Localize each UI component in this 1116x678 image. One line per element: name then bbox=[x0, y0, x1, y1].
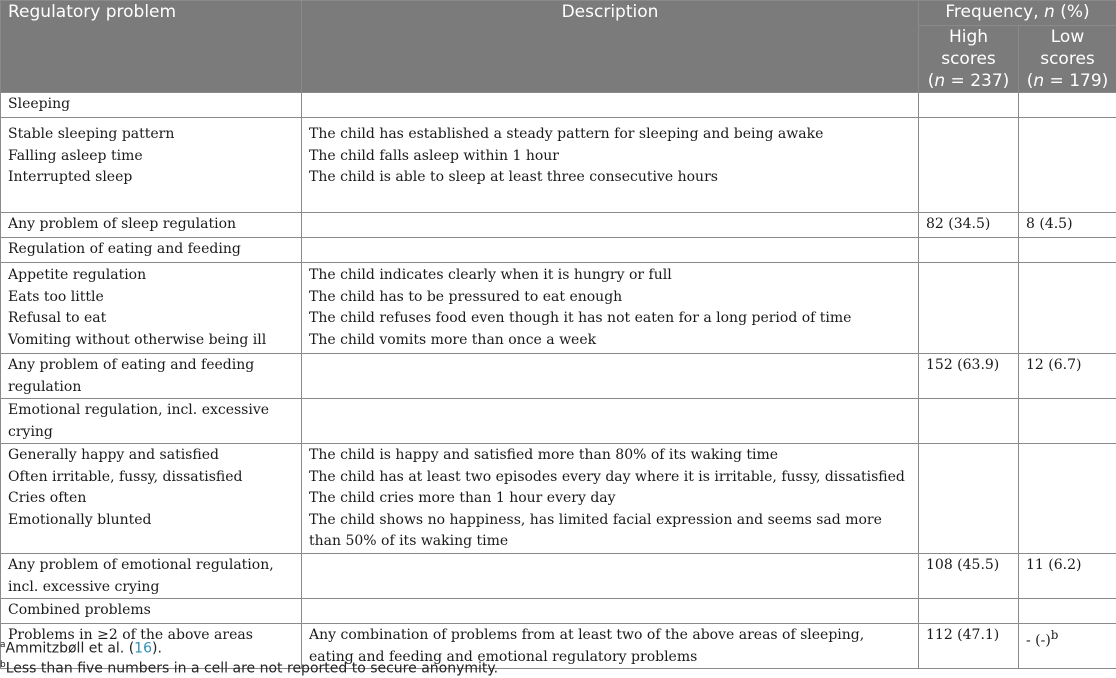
group-row-eating bbox=[1, 238, 1116, 263]
item-descriptions bbox=[302, 118, 919, 213]
items-row-emotional bbox=[1, 444, 1116, 554]
group-row-combined bbox=[1, 599, 1116, 624]
header-regulatory-problem: Regulatory problem bbox=[1, 1, 302, 93]
summary-row-sleeping bbox=[1, 213, 1116, 238]
low-score-value: - $(-)^b$ bbox=[1019, 624, 1116, 669]
items-row-sleeping bbox=[1, 118, 1116, 213]
list-item: Generally happy and satisfied bbox=[8, 447, 219, 463]
low-score-value: 8 (4.5) bbox=[1019, 213, 1116, 238]
group-title: Emotional regulation, incl. excessive crying bbox=[1, 399, 302, 444]
list-item: The child indicates clearly when it is hungry or full bbox=[309, 267, 672, 283]
list-item: Often irritable, fussy, dissatisfied bbox=[8, 468, 243, 485]
header-frequency: Frequency, n (%) bbox=[919, 1, 1116, 26]
summary-label: Any problem of eating and feeding regulation bbox=[1, 354, 302, 399]
header-description: Description bbox=[302, 1, 919, 93]
list-item: Eats too little bbox=[8, 288, 104, 305]
list-item: Stable sleeping pattern bbox=[8, 126, 175, 142]
footnote-b: $^b$Less than five numbers in a cell are not reported to secure anonymity. bbox=[0, 660, 499, 677]
group-title: Sleeping bbox=[1, 93, 302, 118]
list-item: The child is happy and satisfied more than 80% of its waking time bbox=[309, 447, 779, 463]
summary-label: Problems in ≥2 of the above areas bbox=[1, 624, 302, 669]
list-item: Falling asleep time bbox=[8, 147, 143, 164]
high-score-value: 152 (63.9) bbox=[919, 354, 1019, 399]
item-names bbox=[1, 263, 302, 354]
item-names bbox=[1, 118, 302, 213]
summary-row-eating bbox=[1, 354, 1116, 399]
list-item: The child refuses food even though it has not eaten for a long period of time bbox=[309, 310, 852, 326]
group-row-sleeping bbox=[1, 93, 1116, 118]
summary-label: Any problem of sleep regulation bbox=[1, 213, 302, 238]
list-item: The child cries more than 1 hour every day bbox=[309, 490, 616, 506]
list-item: Interrupted sleep bbox=[8, 169, 133, 185]
summary-row-emotional bbox=[1, 554, 1116, 599]
reference-link[interactable]: 16 bbox=[134, 640, 152, 657]
summary-label: Any problem of emotional regulation, incl. excessive crying bbox=[1, 554, 302, 599]
high-score-value: 112 (47.1) bbox=[919, 624, 1019, 669]
list-item: Cries often bbox=[8, 490, 87, 506]
list-item: Emotionally blunted bbox=[8, 511, 152, 528]
group-title: Combined problems bbox=[1, 599, 302, 624]
items-row-eating bbox=[1, 263, 1116, 354]
list-item: The child has established a steady pattern for sleeping and being awake bbox=[309, 126, 824, 142]
high-score-value: 108 (45.5) bbox=[919, 554, 1019, 599]
summary-description: Any combination of problems from at least two of the above areas of sleeping, eating and feeding and emotional regulatory problems bbox=[302, 624, 919, 669]
item-descriptions bbox=[302, 444, 919, 554]
table-header bbox=[1, 1, 1116, 93]
low-score-value: 12 (6.7) bbox=[1019, 354, 1116, 399]
header-low-scores: Low scores (n = 179) bbox=[1019, 26, 1116, 93]
list-item: The child has to be pressured to eat enough bbox=[309, 288, 623, 305]
group-row-emotional bbox=[1, 399, 1116, 444]
header-high-scores: High scores (n = 237) bbox=[919, 26, 1019, 93]
item-names bbox=[1, 444, 302, 554]
high-score-value: 82 (34.5) bbox=[919, 213, 1019, 238]
list-item: Vomiting without otherwise being ill bbox=[8, 331, 267, 348]
list-item: The child shows no happiness, has limited facial expression and seems sad more than 50% of its waking time bbox=[309, 511, 882, 549]
item-descriptions bbox=[302, 263, 919, 354]
list-item: The child is able to sleep at least three consecutive hours bbox=[309, 169, 718, 185]
list-item: The child has at least two episodes every day where it is irritable, fussy, dissatisfied bbox=[309, 468, 905, 485]
list-item: Refusal to eat bbox=[8, 310, 107, 326]
list-item: Appetite regulation bbox=[8, 267, 147, 283]
list-item: The child vomits more than once a week bbox=[309, 331, 597, 348]
low-score-value: 11 (6.2) bbox=[1019, 554, 1116, 599]
group-title: Regulation of eating and feeding bbox=[1, 238, 302, 263]
list-item: The child falls asleep within 1 hour bbox=[309, 147, 559, 164]
footnote-a: $^a$Ammitzbøll et al. (16). bbox=[0, 640, 162, 657]
